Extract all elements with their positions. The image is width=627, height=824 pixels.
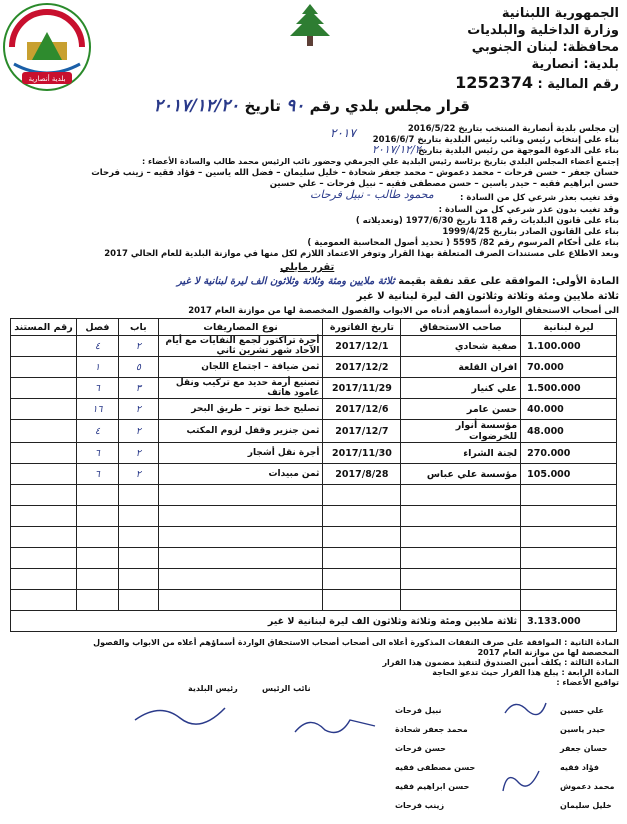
empty-cell bbox=[323, 506, 401, 527]
table-row bbox=[11, 464, 617, 485]
member-name: خليل سليمان bbox=[560, 801, 612, 810]
row-date: 2017/12/2 bbox=[323, 357, 401, 378]
row-payee: مؤسسة أنوار للخرضوات bbox=[401, 420, 521, 443]
table-row bbox=[11, 378, 617, 399]
decides-heading: تقرر مايلي bbox=[280, 262, 335, 273]
member-signature-3 bbox=[495, 765, 545, 795]
row-description: تصليح خط توتر – طريق البحر bbox=[158, 399, 323, 420]
preamble-line-8: وقد تغيب بدون عذر شرعي كل من السادة : bbox=[438, 205, 619, 215]
empty-cell bbox=[158, 506, 323, 527]
article-1-handwritten-amount: ثلاثة ملايين ومئة وثلاثة وثلاثون الف ليرة لبنانية لا غير bbox=[176, 276, 395, 287]
financial-number-value: 1252374 bbox=[455, 73, 534, 92]
empty-cell bbox=[11, 485, 77, 506]
empty-cell bbox=[76, 485, 118, 506]
row-date: 2017/12/1 bbox=[323, 336, 401, 357]
table-row bbox=[11, 443, 617, 464]
row-bab: ٢ bbox=[118, 464, 158, 485]
row-description: أجرة تراكتور لجمع النفايات مع أيام الآحاد شهر تشرين ثاني bbox=[158, 336, 323, 357]
decision-number: ٩٠ bbox=[286, 96, 305, 116]
total-amount: 3.133.000 bbox=[521, 611, 617, 632]
row-date: 2017/12/6 bbox=[323, 399, 401, 420]
preamble-line-6: حسن ابراهيم فقيه – حيدر ياسين – حسن مصطفى فقيه – نبيل فرحات – علي حسين bbox=[269, 179, 619, 189]
row-fasl: ١ bbox=[76, 357, 118, 378]
row-date: 2017/8/28 bbox=[323, 464, 401, 485]
row-payee: حسن عامر bbox=[401, 399, 521, 420]
empty-cell bbox=[521, 506, 617, 527]
total-words: ثلاثة ملايين ومئة وثلاثة وثلاثون الف ليرة لبنانية لا غير bbox=[11, 611, 521, 632]
row-date: 2017/11/30 bbox=[323, 443, 401, 464]
row-amount: 48.000 bbox=[521, 420, 617, 443]
member-name: حسن فرحات bbox=[395, 744, 446, 753]
row-fasl: ٤ bbox=[76, 420, 118, 443]
member-name: محمد جعفر شحادة bbox=[395, 725, 468, 734]
row-description: ثمن جنزير وقفل لزوم المكتب bbox=[158, 420, 323, 443]
row-fasl: ١٦ bbox=[76, 399, 118, 420]
article-4: المادة الرابعة : يبلغ هذا القرار حيث تدعو الحاجة bbox=[432, 668, 619, 677]
row-date: 2017/11/29 bbox=[323, 378, 401, 399]
empty-cell bbox=[401, 506, 521, 527]
row-description: ثمن مبيدات bbox=[158, 464, 323, 485]
title-date-label: تاريخ bbox=[244, 97, 281, 115]
preamble-line-10: بناء على القانون الصادر بتاريخ 1999/4/25 bbox=[442, 227, 619, 237]
row-payee: علي كنيار bbox=[401, 378, 521, 399]
ministry-name: وزارة الداخلية والبلديات bbox=[467, 23, 619, 38]
row-bab: ٢ bbox=[118, 399, 158, 420]
total-row bbox=[11, 611, 617, 632]
vice-president-label: نائب الرئيس bbox=[262, 684, 311, 693]
col-amount: ليرة لبنانية bbox=[521, 319, 617, 336]
table-row bbox=[11, 357, 617, 378]
handwritten-meeting-date: ٢٠١٧/١٢/٢٠ bbox=[372, 143, 427, 156]
handwritten-absent-members: محمود طالب - نبيل فرحات bbox=[310, 188, 434, 201]
row-description: ثمن ضيافة – اجتماع اللجان bbox=[158, 357, 323, 378]
table-row-empty bbox=[11, 590, 617, 611]
preamble-line-4: إجتمع أعضاء المجلس البلدي بتاريخ برئاسة رئيس البلدية علي الجرمقي وحضور نائب الرئيس محمد طالب والسادة الأعضاء : bbox=[142, 157, 619, 166]
municipality-name: بلدية: انصارية bbox=[531, 57, 619, 72]
member-name: نبيل فرحات bbox=[395, 706, 442, 715]
preamble-line-12: وبعد الاطلاع على مستندات الصرف المتعلقة بهذا القرار وتوفر الاعتماد اللازم لكل منها في موازنة البلدية للعام الحالي 2017 bbox=[104, 249, 619, 259]
col-expense-type: نوع المصاريفات bbox=[158, 319, 323, 336]
empty-cell bbox=[11, 590, 77, 611]
empty-cell bbox=[323, 548, 401, 569]
article-1-tail: الى أصحاب الاستحقاق الواردة أسماؤهم أدناه من الابواب والفصول المخصصة لها من موازنة العام 2017 bbox=[188, 306, 619, 316]
article-2: المادة الثانية : الموافقة على صرف النفقات المذكورة أعلاه الى أصحاب أصحاب الاستحقاق الواردة أسماؤهم أعلاه من الابواب والفصول bbox=[93, 638, 619, 647]
empty-cell bbox=[118, 569, 158, 590]
empty-cell bbox=[158, 548, 323, 569]
empty-cell bbox=[118, 485, 158, 506]
table-row-empty bbox=[11, 506, 617, 527]
empty-cell bbox=[158, 569, 323, 590]
member-name: حسان جعفر bbox=[560, 744, 608, 753]
row-fasl: ٤ bbox=[76, 336, 118, 357]
article-1-text: المادة الأولى: الموافقة على عقد نفقة بقيمة bbox=[398, 276, 619, 287]
row-doc-number bbox=[11, 420, 77, 443]
member-name: حيدر ياسين bbox=[560, 725, 606, 734]
empty-cell bbox=[401, 590, 521, 611]
row-description: أجرة نقل أشجار bbox=[158, 443, 323, 464]
empty-cell bbox=[76, 569, 118, 590]
financial-number bbox=[455, 73, 619, 92]
row-doc-number bbox=[11, 443, 77, 464]
row-doc-number bbox=[11, 464, 77, 485]
article-3: المادة الثالثة : يكلف أمين الصندوق لتنفيذ مضمون هذا القرار bbox=[382, 658, 619, 667]
governorate-name: محافظة: لبنان الجنوبي bbox=[471, 40, 619, 55]
empty-cell bbox=[76, 548, 118, 569]
empty-cell bbox=[521, 548, 617, 569]
table-row bbox=[11, 336, 617, 357]
row-payee: صفية شحادي bbox=[401, 336, 521, 357]
row-description: تصنيع أرمة حديد مع تركيب ونقل عامود هاتف bbox=[158, 378, 323, 399]
col-payee: صاحب الاستحقاق bbox=[401, 319, 521, 336]
row-doc-number bbox=[11, 357, 77, 378]
table-header-row bbox=[11, 319, 617, 336]
empty-cell bbox=[158, 590, 323, 611]
empty-cell bbox=[76, 590, 118, 611]
table-row-empty bbox=[11, 485, 617, 506]
expenses-table bbox=[10, 318, 617, 632]
decision-title bbox=[153, 96, 470, 116]
president-label: رئيس البلدية bbox=[188, 684, 238, 693]
member-name: زينب فرحات bbox=[395, 801, 445, 810]
row-doc-number bbox=[11, 399, 77, 420]
row-bab: ٢ bbox=[118, 443, 158, 464]
president-signature bbox=[130, 700, 230, 728]
preamble-line-2: بناء على إنتخاب رئيس ونائب رئيس البلدية بتاريخ 2016/6/7 bbox=[372, 135, 619, 145]
logo-text: بلدية أنصارية bbox=[28, 75, 66, 83]
article-2-cont: المخصصة لها من موازنة العام 2017 bbox=[477, 648, 619, 657]
empty-cell bbox=[11, 569, 77, 590]
col-doc-number: رقم المستند bbox=[11, 319, 77, 336]
financial-number-label: رقم المالية : bbox=[537, 77, 619, 92]
row-date: 2017/12/7 bbox=[323, 420, 401, 443]
preamble-line-3: بناء على الدعوة الموجهة من رئيس البلدية بتاريخ bbox=[418, 146, 619, 156]
empty-cell bbox=[521, 569, 617, 590]
row-doc-number bbox=[11, 378, 77, 399]
row-bab: ٢ bbox=[118, 420, 158, 443]
article-1 bbox=[177, 276, 619, 287]
empty-cell bbox=[118, 548, 158, 569]
row-payee: افران القلعة bbox=[401, 357, 521, 378]
preamble-line-11: بناء على أحكام المرسوم رقم 82/ 5595 ( تحديد أصول المحاسبة العمومية ) bbox=[307, 238, 619, 248]
empty-cell bbox=[118, 590, 158, 611]
empty-cell bbox=[11, 527, 77, 548]
empty-cell bbox=[76, 527, 118, 548]
row-bab: ٥ bbox=[118, 357, 158, 378]
empty-cell bbox=[323, 527, 401, 548]
empty-cell bbox=[323, 590, 401, 611]
row-fasl: ٦ bbox=[76, 378, 118, 399]
row-payee: مؤسسة علي عباس bbox=[401, 464, 521, 485]
member-name: فؤاد فقيه bbox=[560, 763, 599, 772]
member-name: حسن مصطفى فقيه bbox=[395, 763, 476, 772]
col-bab: باب bbox=[118, 319, 158, 336]
signers-label: تواقيع الأعضاء : bbox=[556, 678, 619, 687]
member-name: علي حسين bbox=[560, 706, 604, 715]
empty-cell bbox=[11, 506, 77, 527]
table-row bbox=[11, 420, 617, 443]
row-amount: 1.100.000 bbox=[521, 336, 617, 357]
municipality-logo bbox=[2, 2, 92, 92]
member-name: محمد دعموش bbox=[560, 782, 615, 791]
empty-cell bbox=[11, 548, 77, 569]
row-amount: 1.500.000 bbox=[521, 378, 617, 399]
member-signature-1 bbox=[290, 710, 380, 740]
row-amount: 105.000 bbox=[521, 464, 617, 485]
member-name: حسن ابراهيم فقيه bbox=[395, 782, 470, 791]
empty-cell bbox=[323, 485, 401, 506]
cedar-emblem bbox=[278, 2, 342, 52]
table-row bbox=[11, 399, 617, 420]
row-bab: ٢ bbox=[118, 336, 158, 357]
empty-cell bbox=[401, 548, 521, 569]
empty-cell bbox=[521, 485, 617, 506]
preamble-line-5: حسان جعفر – حسن فرحات – محمد دعموش – محمد جعفر شحادة – خليل سليمان – فضل الله ياسين – فؤاد فقيه – زينب فرحات bbox=[91, 168, 619, 178]
republic-name: الجمهورية اللبنانية bbox=[501, 6, 619, 21]
table-row-empty bbox=[11, 527, 617, 548]
preamble-line-1: إن مجلس بلدية أنصارية المنتخب بتاريخ 2016/5/22 bbox=[407, 124, 619, 134]
row-doc-number bbox=[11, 336, 77, 357]
empty-cell bbox=[118, 527, 158, 548]
empty-cell bbox=[401, 527, 521, 548]
preamble-line-7: وقد تغيب بعذر شرعي كل من السادة : bbox=[460, 193, 619, 203]
empty-cell bbox=[521, 527, 617, 548]
empty-cell bbox=[401, 569, 521, 590]
empty-cell bbox=[521, 590, 617, 611]
article-1-amount-words: ثلاثة ملايين ومئة وثلاثة وثلاثون الف ليرة لبنانية لا غير bbox=[356, 291, 619, 302]
empty-cell bbox=[76, 506, 118, 527]
member-signature-2 bbox=[500, 695, 550, 723]
empty-cell bbox=[401, 485, 521, 506]
row-amount: 270.000 bbox=[521, 443, 617, 464]
decision-date: ٢٠١٧/١٢/٢٠ bbox=[153, 96, 240, 116]
preamble-line-9: بناء على قانون البلديات رقم 118 تاريخ 1977/6/30 (وتعديلاته ) bbox=[355, 216, 619, 226]
row-amount: 70.000 bbox=[521, 357, 617, 378]
row-amount: 40.000 bbox=[521, 399, 617, 420]
row-payee: لجنة الشراء bbox=[401, 443, 521, 464]
table-row-empty bbox=[11, 569, 617, 590]
empty-cell bbox=[323, 569, 401, 590]
row-bab: ٣ bbox=[118, 378, 158, 399]
row-fasl: ٦ bbox=[76, 443, 118, 464]
empty-cell bbox=[118, 506, 158, 527]
col-invoice-date: تاريخ الفاتورة bbox=[323, 319, 401, 336]
handwritten-meeting-year: ٢٠١٧ bbox=[330, 126, 356, 140]
table-row-empty bbox=[11, 548, 617, 569]
empty-cell bbox=[158, 485, 323, 506]
title-text: قرار مجلس بلدي رقم bbox=[309, 97, 470, 115]
col-fasl: فصل bbox=[76, 319, 118, 336]
empty-cell bbox=[158, 527, 323, 548]
row-fasl: ٦ bbox=[76, 464, 118, 485]
